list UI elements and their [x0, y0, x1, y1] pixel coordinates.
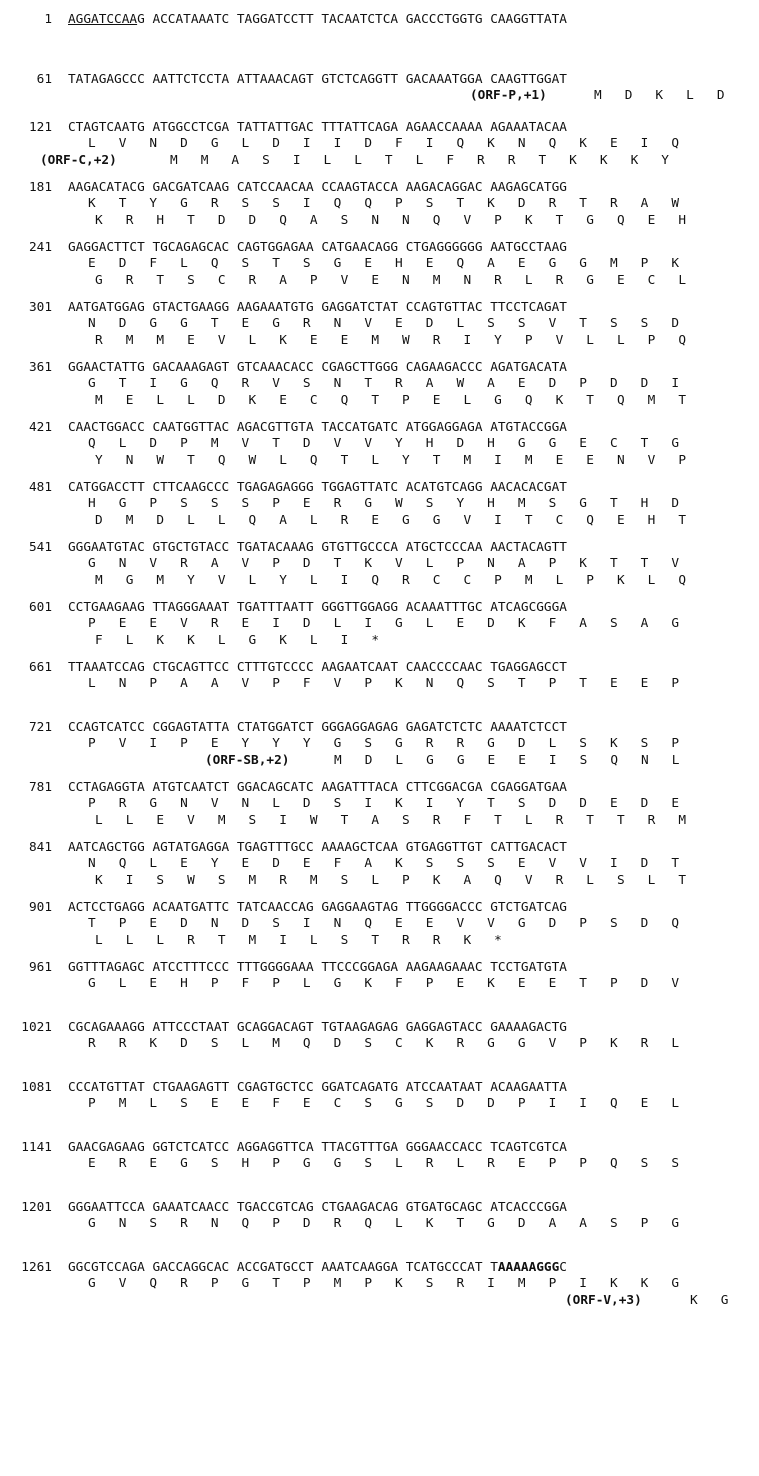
position-number: 961	[28, 960, 52, 975]
amino-acid-sequence: M D L G G E E I S Q N L	[334, 753, 680, 768]
nucleotide-sequence: CCCATGTTAT CTGAAGAGTT CGAGTGCTCC GGATCAGATG ATCCAATAAT ACAAGAATTA	[68, 1080, 567, 1095]
position-number: 121	[28, 120, 52, 135]
amino-acid-sequence: Y N W T Q W L Q T L Y T M I M E E N V P	[95, 453, 687, 468]
orf-label: (ORF-V,+3)	[565, 1293, 642, 1308]
amino-acid-sequence: L N P A A V P F V P K N Q S T P T E E P	[88, 676, 680, 691]
nucleotide-sequence: GGGAATTCCA GAAATCAACC TGACCGTCAG CTGAAGACAG GTGATGCAGC ATCACCCGGA	[68, 1200, 567, 1215]
amino-acid-sequence: E R E G S H P G G S L R L R E P P Q S S	[88, 1156, 680, 1171]
nucleotide-sequence: GGTTTAGAGC ATCCTTTCCC TTTGGGGAAA TTCCCGGAGA AAGAAGAAAC TCCTGATGTA	[68, 960, 567, 975]
amino-acid-sequence: T P E D N D S I N Q E E V V G D P S D Q	[88, 916, 680, 931]
nucleotide-sequence: GAACGAGAAG GGTCTCATCC AGGAGGTTCA TTACGTTTGA GGGAACCACC TCAGTCGTCA	[68, 1140, 567, 1155]
amino-acid-sequence: P R G N V N L D S I K I Y T S D D E D E	[88, 796, 680, 811]
position-number: 301	[28, 300, 52, 315]
amino-acid-sequence: E D F L Q S T S G E H E Q A E G G M P K	[88, 256, 680, 271]
nucleotide-sequence: AAGACATACG GACGATCAAG CATCCAACAA CCAAGTACCA AAGACAGGAC AAGAGCATGG	[68, 180, 567, 195]
amino-acid-sequence: R R K D S L M Q D S C K R G G V P K R L	[88, 1036, 680, 1051]
position-number: 181	[28, 180, 52, 195]
amino-acid-sequence: N Q L E Y E D E F A K S S S E V V I D T	[88, 856, 680, 871]
orf-label: (ORF-P,+1)	[470, 88, 547, 103]
bold-motif: AAAAAGGG	[497, 1260, 560, 1275]
position-number: 901	[28, 900, 52, 915]
position-number: 1081	[21, 1080, 52, 1095]
position-number: 781	[28, 780, 52, 795]
amino-acid-sequence: K G	[690, 1293, 729, 1308]
nucleotide-sequence: GAGGACTTCT TGCAGAGCAC CAGTGGAGAA CATGAACAGG CTGAGGGGGG AATGCCTAAG	[68, 240, 567, 255]
amino-acid-sequence: L L E V M S I W T A S R F T L R T T R M	[95, 813, 687, 828]
amino-acid-sequence: R M M E V L K E E M W R I Y P V L L P Q	[95, 333, 687, 348]
amino-acid-sequence: Q L D P M V T D V V Y H D H G G E C T G	[88, 436, 680, 451]
position-number: 1	[44, 12, 52, 27]
position-number: 421	[28, 420, 52, 435]
nucleotide-sequence: CCTGAAGAAG TTAGGGAAAT TGATTTAATT GGGTTGGAGG ACAAATTTGC ATCAGCGGGA	[68, 600, 567, 615]
amino-acid-sequence: P V I P E Y Y Y G S G R R G D L S K S P	[88, 736, 680, 751]
position-number: 481	[28, 480, 52, 495]
amino-acid-sequence: G N V R A V P D T K V L P N A P K T T V	[88, 556, 680, 571]
position-number: 541	[28, 540, 52, 555]
nucleotide-sequence: AATCAGCTGG AGTATGAGGA TGAGTTTGCC AAAAGCTCAA GTGAGGTTGT CATTGACACT	[68, 840, 567, 855]
orf-label: (ORF-SB,+2)	[205, 753, 290, 768]
amino-acid-sequence: G L E H P F P L G K F P E K E E T P D V	[88, 976, 680, 991]
nucleotide-sequence: CGCAGAAAGG ATTCCCTAAT GCAGGACAGT TGTAAGAGAG GAGGAGTACC GAAAAGACTG	[68, 1020, 567, 1035]
nucleotide-sequence: GGCGTCCAGA GACCAGGCAC ACCGATGCCT AAATCAAGGA TCATGCCCAT TAAAAAGGGC	[68, 1260, 567, 1275]
amino-acid-sequence: G R T S C R A P V E N M N R L R G E C L	[95, 273, 687, 288]
amino-acid-sequence: G N S R N Q P D R Q L K T G D A A S P G	[88, 1216, 680, 1231]
amino-acid-sequence: L L L R T M I L S T R R K *	[95, 933, 502, 948]
position-number: 841	[28, 840, 52, 855]
amino-acid-sequence: H G P S S S P E R G W S Y H M S G T H D	[88, 496, 680, 511]
amino-acid-sequence: L V N D G L D I I D F I Q K N Q K E I Q	[88, 136, 680, 151]
amino-acid-sequence: M D K L D	[594, 88, 725, 103]
amino-acid-sequence: N D G G T E G R N V E D L S S V T S S D	[88, 316, 680, 331]
nucleotide-sequence: CAACTGGACC CAATGGTTAC AGACGTTGTA TACCATGATC ATGGAGGAGA ATGTACCGGA	[68, 420, 567, 435]
nucleotide-sequence: CCAGTCATCC CGGAGTATTA CTATGGATCT GGGAGGAGAG GAGATCTCTC AAAATCTCCT	[68, 720, 567, 735]
amino-acid-sequence: G T I G Q R V S N T R A W A E D P D D I	[88, 376, 680, 391]
nucleotide-sequence: GGAACTATTG GACAAAGAGT GTCAAACACC CGAGCTTGGG CAGAAGACCC AGATGACATA	[68, 360, 567, 375]
position-number: 1201	[21, 1200, 52, 1215]
position-number: 1021	[21, 1020, 52, 1035]
position-number: 61	[36, 72, 52, 87]
position-number: 721	[28, 720, 52, 735]
amino-acid-sequence: G V Q R P G T P M P K S R I M P I K K G	[88, 1276, 680, 1291]
nucleotide-sequence: AATGATGGAG GTACTGAAGG AAGAAATGTG GAGGATCTAT CCAGTGTTAC TTCCTCAGAT	[68, 300, 567, 315]
amino-acid-sequence: M E L L D K E C Q T P E L G Q K T Q M T	[95, 393, 687, 408]
amino-acid-sequence: K R H T D D Q A S N N Q V P K T G Q E H	[95, 213, 687, 228]
amino-acid-sequence: P M L S E E F E C S G S D D P I I Q E L	[88, 1096, 680, 1111]
orf-label: (ORF-C,+2)	[40, 153, 117, 168]
amino-acid-sequence: K I S W S M R M S L P K A Q V R L S L T	[95, 873, 687, 888]
nucleotide-sequence: TTAAATCCAG CTGCAGTTCC CTTTGTCCCC AAGAATCAAT CAACCCCAAC TGAGGAGCCT	[68, 660, 567, 675]
position-number: 361	[28, 360, 52, 375]
amino-acid-sequence: F L K K L G K L I *	[95, 633, 380, 648]
nucleotide-sequence: CTAGTCAATG ATGGCCTCGA TATTATTGAC TTTATTCAGA AGAACCAAAA AGAAATACAA	[68, 120, 567, 135]
position-number: 1261	[21, 1260, 52, 1275]
nucleotide-sequence: CATGGACCTT CTTCAAGCCC TGAGAGAGGG TGGAGTTATC ACATGTCAGG AACACACGAT	[68, 480, 567, 495]
amino-acid-sequence: K T Y G R S S I Q Q P S T K D R T R A W	[88, 196, 680, 211]
amino-acid-sequence: D M D L L Q A L R E G G V I T C Q E H T	[95, 513, 687, 528]
amino-acid-sequence: M M A S I L L T L F R R T K K K Y	[170, 153, 669, 168]
position-number: 601	[28, 600, 52, 615]
nucleotide-sequence: CCTAGAGGTA ATGTCAATCT GGACAGCATC AAGATTTACA CTTCGGACGA CGAGGATGAA	[68, 780, 567, 795]
position-number: 1141	[21, 1140, 52, 1155]
amino-acid-sequence: M G M Y V L Y L I Q R C C P M L P K L Q	[95, 573, 687, 588]
nucleotide-sequence: ACTCCTGAGG ACAATGATTC TATCAACCAG GAGGAAGTAG TTGGGGACCC GTCTGATCAG	[68, 900, 567, 915]
position-number: 661	[28, 660, 52, 675]
position-number: 241	[28, 240, 52, 255]
nucleotide-sequence: GGGAATGTAC GTGCTGTACC TGATACAAAG GTGTTGCCCA ATGCTCCCAA AACTACAGTT	[68, 540, 567, 555]
nucleotide-sequence: TATAGAGCCC AATTCTCCTA ATTAAACAGT GTCTCAGGTT GACAAATGGA CAAGTTGGAT	[68, 72, 567, 87]
amino-acid-sequence: P E E V R E I D L I G L E D K F A S A G	[88, 616, 680, 631]
nucleotide-sequence: AGGATCCAAG ACCATAAATC TAGGATCCTT TACAATCTCA GACCCTGGTG CAAGGTTATA	[68, 12, 567, 27]
underlined-site: AGGATCCAA	[68, 12, 138, 27]
